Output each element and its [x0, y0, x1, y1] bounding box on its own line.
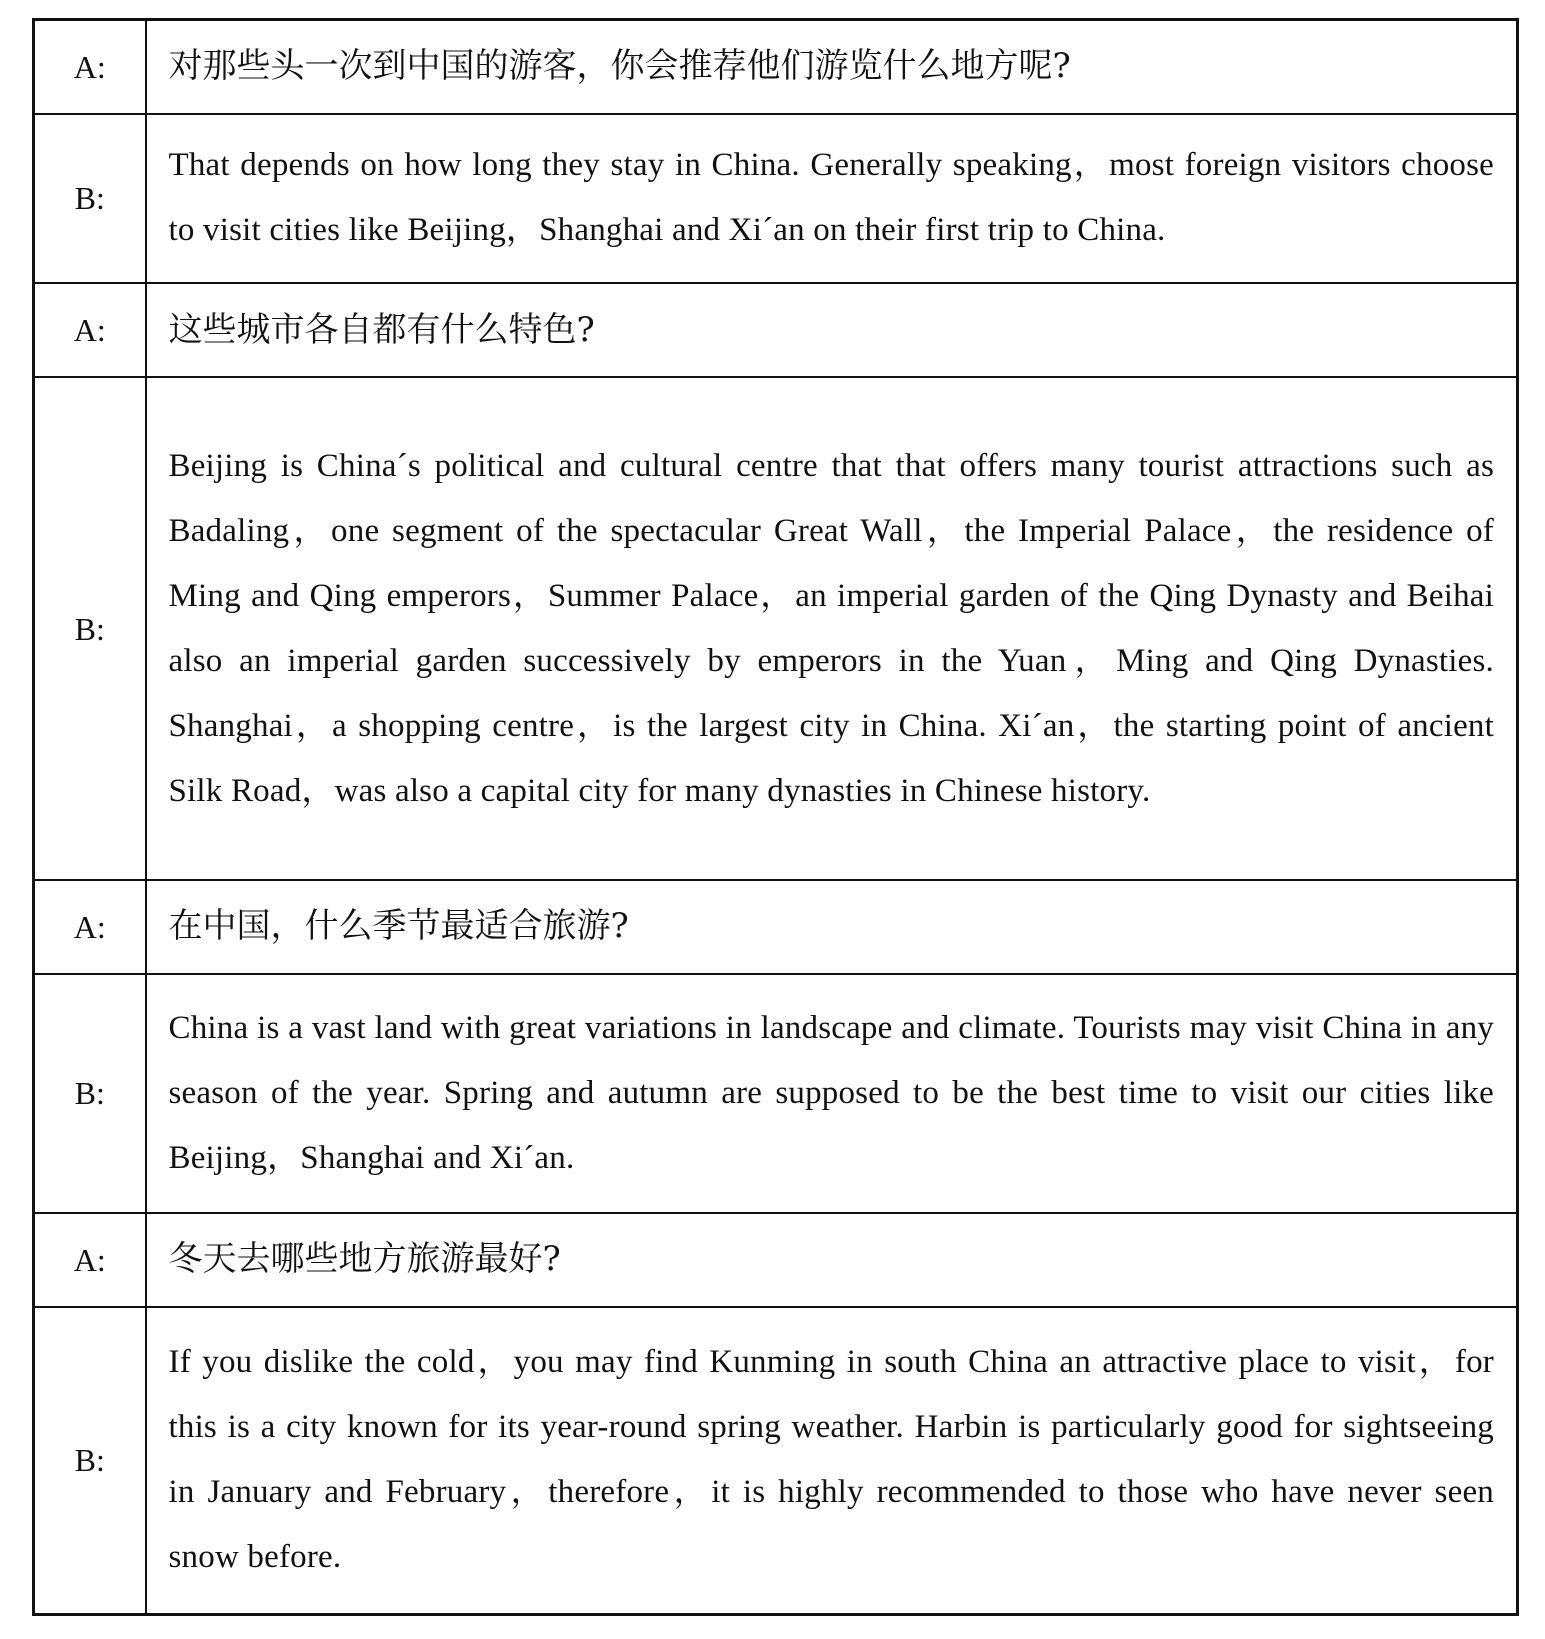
utterance-content: That depends on how long they stay in China. Generally speaking，most foreign visitors choose to visit cities like Beijing，Shanghai and Xi´an on their first trip to China.: [168, 147, 1494, 249]
speaker-label: A:: [34, 1213, 146, 1307]
utterance-text: [146, 1213, 1518, 1307]
dialogue-row-4: [34, 377, 1518, 879]
utterance-content: 这些城市各自都有什么特色?: [168, 309, 595, 350]
speaker-label: A:: [34, 283, 146, 377]
dialogue-row-5: [34, 880, 1518, 974]
dialogue-row-2: [34, 114, 1518, 284]
dialogue-row-3: [34, 283, 1518, 377]
speaker-label: B:: [34, 377, 146, 879]
dialogue-row-1: [34, 20, 1518, 114]
dialogue-row-7: [34, 1213, 1518, 1307]
speaker-label: B:: [34, 974, 146, 1213]
utterance-text: [146, 377, 1518, 879]
utterance-content: 冬天去哪些地方旅游最好?: [168, 1239, 561, 1280]
speaker-label: B:: [34, 1307, 146, 1615]
speaker-label: B:: [34, 114, 146, 284]
utterance-content: Beijing is China´s political and cultural centre that that offers many tourist attractions such as Badaling，one segment of the spectacular Great Wall，the Imperial Palace，the residence of Ming and Qing emperors，Summer Palace，an imperial garden of the Qing Dynasty and Beihai also an imperial garden successively by emperors in the Yuan，Ming and Qing Dynasties. Shanghai，a shopping centre，is the largest city in China. Xi´an，the starting point of ancient Silk Road，was also a capital city for many dynasties in Chinese history.: [168, 447, 1494, 809]
utterance-content: 对那些头一次到中国的游客，你会推荐他们游览什么地方呢?: [168, 46, 1071, 87]
speaker-label: A:: [34, 20, 146, 114]
dialogue-row-8: [34, 1307, 1518, 1615]
utterance-text: [146, 283, 1518, 377]
utterance-text: [146, 1307, 1518, 1615]
dialogue-table: [32, 18, 1519, 1616]
utterance-text: [146, 20, 1518, 114]
speaker-label: A:: [34, 880, 146, 974]
utterance-content: China is a vast land with great variations in landscape and climate. Tourists may visit China in any season of the year. Spring and autumn are supposed to be the best time to visit our cities like Beijing，Shanghai and Xi´an.: [168, 1009, 1494, 1176]
utterance-text: [146, 880, 1518, 974]
utterance-text: [146, 974, 1518, 1213]
utterance-content: 在中国，什么季节最适合旅游?: [168, 906, 629, 947]
utterance-content: If you dislike the cold，you may find Kunming in south China an attractive place to visit，for this is a city known for its year-round spring weather. Harbin is particularly good for sightseeing in January and February，therefore，it is highly recommended to those who have never seen snow before.: [168, 1344, 1494, 1576]
utterance-text: [146, 114, 1518, 284]
dialogue-row-6: [34, 974, 1518, 1213]
